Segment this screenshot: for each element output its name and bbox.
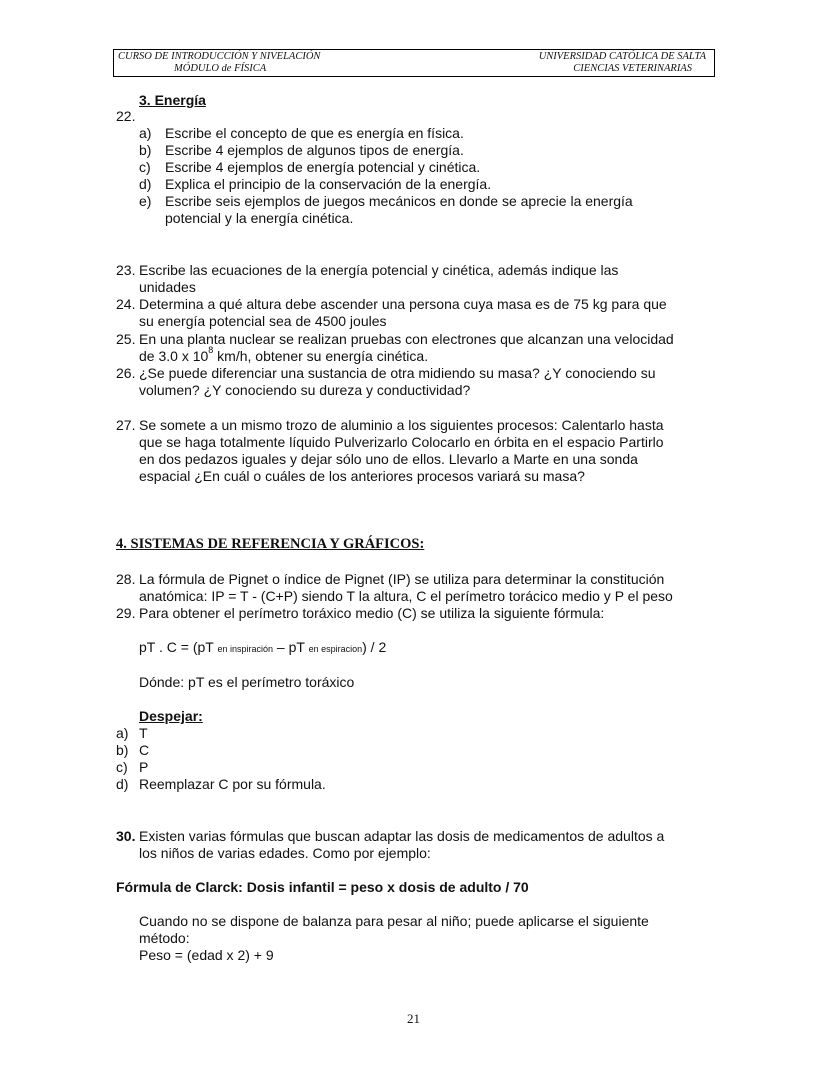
donde-note: Dónde: pT es el perímetro toráxico — [139, 674, 355, 690]
header-faculty: CIENCIAS VETERINARIAS — [573, 63, 692, 74]
q22-number: 22. — [116, 108, 136, 124]
q22-e-text-cont: potencial y la energía cinética. — [165, 210, 354, 226]
q22-d-text: Explica el principio de la conservación de la energía. — [165, 176, 492, 192]
thoracic-formula — [139, 639, 386, 655]
formula-sub-inspiracion: en inspiración — [217, 644, 274, 654]
balanza-line2: método: — [139, 930, 190, 946]
despejar-d-label: d) — [116, 776, 129, 792]
q25-line2-pre: de 3.0 x 10 — [139, 348, 209, 364]
q22-c-label: c) — [139, 159, 151, 175]
q29-number: 29. — [116, 605, 136, 621]
despejar-a-text: T — [139, 725, 148, 741]
q25-line2-post: km/h, obtener su energía cinética. — [213, 348, 429, 364]
q22-c-text: Escribe 4 ejemplos de energía potencial y cinética. — [165, 159, 481, 175]
q26-line1: ¿Se puede diferenciar una sustancia de otra midiendo su masa? ¿Y conociendo su — [139, 365, 656, 381]
q24-line1: Determina a qué altura debe ascender una persona cuya masa es de 75 kg para que — [139, 296, 667, 312]
q26-number: 26. — [116, 365, 136, 381]
q25-line1: En una planta nuclear se realizan pruebas con electrones que alcanzan una velocidad — [139, 331, 674, 347]
clarck-formula: Fórmula de Clarck: Dosis infantil = peso x dosis de adulto / 70 — [116, 879, 529, 895]
formula-part3: ) / 2 — [362, 639, 387, 655]
q24-number: 24. — [116, 296, 136, 312]
q24-line2: su energía potencial sea de 4500 joules — [139, 313, 387, 329]
q28-line2: anatómica: IP = T - (C+P) siendo T la altura, C el perímetro torácico medio y P el peso — [139, 588, 673, 604]
q23-number: 23. — [116, 262, 136, 278]
q23-line1: Escribe las ecuaciones de la energía potencial y cinética, además indique las — [139, 262, 619, 278]
q27-number: 27. — [116, 417, 136, 433]
formula-part2: – pT — [273, 639, 309, 655]
page-number: 21 — [407, 1011, 420, 1026]
despejar-c-text: P — [139, 759, 149, 775]
q30-number: 30. — [116, 828, 136, 844]
header-module: MÓDULO de FÍSICA — [174, 63, 267, 74]
q30-line2: los niños de varias edades. Como por ejemplo: — [139, 845, 431, 861]
header-course: CURSO DE INTRODUCCIÓN Y NIVELACIÓN — [118, 51, 321, 62]
q22-d-label: d) — [139, 176, 152, 192]
despejar-b-label: b) — [116, 742, 129, 758]
formula-part1: pT . C = (pT — [139, 639, 218, 655]
despejar-c-label: c) — [116, 759, 128, 775]
q30-line1: Existen varias fórmulas que buscan adaptar las dosis de medicamentos de adultos a — [139, 828, 665, 844]
page-header — [113, 49, 715, 77]
despejar-title: Despejar: — [139, 708, 203, 724]
q27-line3: en dos pedazos iguales y dejar sólo uno de ellos. Llevarlo a Marte en una sonda — [139, 451, 638, 467]
balanza-line1: Cuando no se dispone de balanza para pesar al niño; puede aplicarse el siguiente — [139, 913, 649, 929]
section-3-title: 3. Energía — [139, 92, 206, 108]
q23-line2: unidades — [139, 279, 196, 295]
q22-b-text: Escribe 4 ejemplos de algunos tipos de energía. — [165, 142, 464, 158]
q28-line1: La fórmula de Pignet o índice de Pignet (IP) se utiliza para determinar la constitución — [139, 571, 665, 587]
q22-b-label: b) — [139, 142, 152, 158]
despejar-b-text: C — [139, 742, 150, 758]
despejar-a-label: a) — [116, 725, 129, 741]
formula-sub-espiracion: en espiracion — [308, 644, 363, 654]
peso-formula: Peso = (edad x 2) + 9 — [139, 947, 274, 963]
q27-line4: espacial ¿En cuál o cuáles de los anteriores procesos variará su masa? — [139, 468, 585, 484]
q29-line1: Para obtener el perímetro toráxico medio (C) se utiliza la siguiente fórmula: — [139, 605, 605, 621]
header-university: UNIVERSIDAD CATÓLICA DE SALTA — [538, 51, 706, 62]
q25-number: 25. — [116, 331, 136, 347]
q26-line2: volumen? ¿Y conociendo su dureza y conductividad? — [139, 382, 471, 398]
q27-line2: que se haga totalmente líquido Pulverizarlo Colocarlo en órbita en el espacio Partirlo — [139, 434, 664, 450]
q27-line1: Se somete a un mismo trozo de aluminio a los siguientes procesos: Calentarlo hasta — [139, 417, 664, 433]
q22-e-label: e) — [139, 193, 152, 209]
q22-a-text: Escribe el concepto de que es energía en física. — [165, 125, 464, 141]
section-4-title: 4. SISTEMAS DE REFERENCIA Y GRÁFICOS: — [116, 536, 425, 552]
despejar-d-text: Reemplazar C por su fórmula. — [139, 776, 326, 792]
q22-a-label: a) — [139, 125, 152, 141]
q22-e-text: Escribe seis ejemplos de juegos mecánicos en donde se aprecie la energía — [165, 193, 633, 209]
q25-exponent: 8 — [208, 345, 214, 355]
q25-line2 — [139, 345, 429, 364]
q28-number: 28. — [116, 571, 136, 587]
